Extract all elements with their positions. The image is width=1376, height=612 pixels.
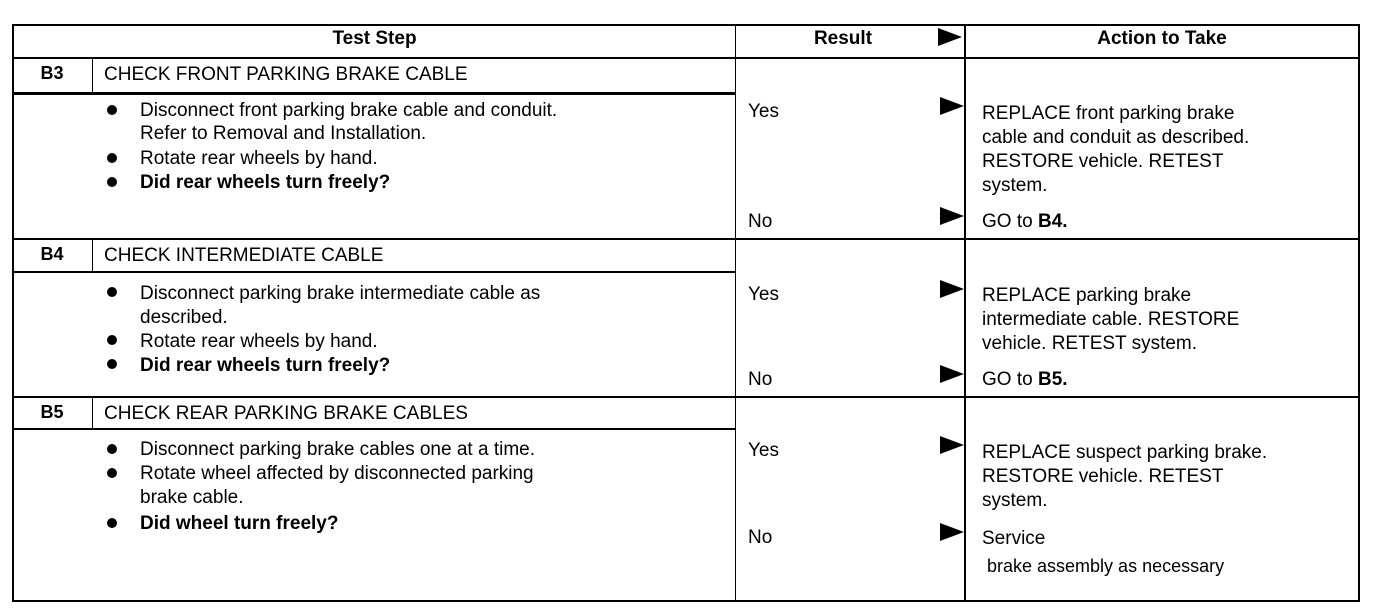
b3-bullet-1-line-2: Refer to Removal and Installation. bbox=[140, 123, 427, 144]
b3-no-arrow-icon bbox=[940, 207, 964, 225]
b5-bullet-2-line-2: brake cable. bbox=[140, 487, 244, 508]
b3-bullet-3 bbox=[107, 177, 117, 187]
b3-bullet-3-line-1: Did rear wheels turn freely? bbox=[140, 172, 391, 193]
b4-yes-action-line-1: REPLACE parking brake bbox=[982, 285, 1192, 306]
header-action: Action to Take bbox=[1097, 28, 1227, 49]
table-border-bottom bbox=[12, 600, 1360, 602]
b3-step-id: B3 bbox=[40, 63, 64, 83]
action-col-divider bbox=[964, 24, 966, 602]
b4-yes-action-line-2: intermediate cable. RESTORE bbox=[982, 309, 1240, 330]
b3-result-yes: Yes bbox=[748, 101, 779, 122]
b5-no-arrow-icon bbox=[940, 523, 964, 541]
b4-no-action-goto: B5. bbox=[1037, 369, 1068, 390]
b5-result-no: No bbox=[748, 527, 773, 548]
b5-bullet-2 bbox=[107, 468, 117, 478]
b4-no-action bbox=[982, 368, 1068, 392]
b3-id-divider bbox=[92, 59, 93, 92]
b3-no-action-prefix: GO to bbox=[982, 211, 1038, 232]
table-border-left bbox=[12, 24, 14, 602]
b3-title-bottom bbox=[12, 92, 735, 95]
b5-no-action-line-1: Service bbox=[982, 528, 1046, 549]
b4-yes-action-line-3: vehicle. RETEST system. bbox=[982, 333, 1198, 354]
b5-bullet-1-line-1: Disconnect parking brake cables one at a time. bbox=[140, 439, 535, 460]
b5-result-yes: Yes bbox=[748, 440, 779, 461]
b3-yes-action-line-1: REPLACE front parking brake bbox=[982, 103, 1235, 124]
b3-bullet-2-line-1: Rotate rear wheels by hand. bbox=[140, 148, 378, 169]
b3-no-action bbox=[982, 210, 1068, 234]
b5-yes-arrow-icon bbox=[940, 436, 964, 454]
b4-id-divider bbox=[92, 240, 93, 271]
header-result: Result bbox=[813, 28, 873, 49]
b5-title-bottom bbox=[12, 428, 735, 430]
b3-yes-arrow-icon bbox=[940, 97, 964, 115]
b3-step-title: CHECK FRONT PARKING BRAKE CABLE bbox=[104, 64, 468, 85]
b5-bullet-3 bbox=[107, 518, 117, 528]
b4-bullet-1-line-2: described. bbox=[140, 307, 228, 328]
b4-title-bottom bbox=[12, 271, 735, 273]
b4-result-no: No bbox=[748, 369, 773, 390]
b5-step-title: CHECK REAR PARKING BRAKE CABLES bbox=[104, 403, 468, 424]
b5-yes-action-line-2: RESTORE vehicle. RETEST bbox=[982, 466, 1224, 487]
b3-row-bottom bbox=[12, 238, 1360, 240]
header-test-step: Test Step bbox=[332, 28, 417, 49]
b3-bullet-1 bbox=[107, 105, 117, 115]
b4-no-action-prefix: GO to bbox=[982, 369, 1038, 390]
b5-bullet-2-line-1: Rotate wheel affected by disconnected parking bbox=[140, 463, 534, 484]
b5-yes-action-line-1: REPLACE suspect parking brake. bbox=[982, 442, 1268, 463]
b3-bullet-1-line-1: Disconnect front parking brake cable and conduit. bbox=[140, 100, 558, 121]
b5-yes-action-line-3: system. bbox=[982, 490, 1048, 511]
b4-step-title: CHECK INTERMEDIATE CABLE bbox=[104, 245, 384, 266]
b4-yes-arrow-icon bbox=[940, 280, 964, 298]
b4-bullet-2-line-1: Rotate rear wheels by hand. bbox=[140, 331, 378, 352]
header-arrow-icon bbox=[938, 28, 962, 46]
b4-result-yes: Yes bbox=[748, 284, 779, 305]
b4-bullet-3 bbox=[107, 359, 117, 369]
b5-id-divider bbox=[92, 398, 93, 428]
b3-bullet-2 bbox=[107, 153, 117, 163]
b3-yes-action-line-3: RESTORE vehicle. RETEST bbox=[982, 151, 1224, 172]
result-col-divider bbox=[735, 24, 736, 602]
b3-yes-action-line-4: system. bbox=[982, 175, 1048, 196]
b4-step-id: B4 bbox=[40, 244, 64, 264]
b4-bullet-3-line-1: Did rear wheels turn freely? bbox=[140, 355, 391, 376]
b4-row-bottom bbox=[12, 396, 1360, 398]
header-divider bbox=[12, 57, 1360, 59]
b3-result-no: No bbox=[748, 211, 773, 232]
b5-step-id: B5 bbox=[40, 402, 64, 422]
b3-yes-action-line-2: cable and conduit as described. bbox=[982, 127, 1250, 148]
table-border-top bbox=[12, 24, 1360, 26]
table-border-right bbox=[1358, 24, 1360, 602]
b4-bullet-2 bbox=[107, 335, 117, 345]
b5-bullet-3-line-1: Did wheel turn freely? bbox=[140, 513, 339, 534]
b4-bullet-1-line-1: Disconnect parking brake intermediate cable as bbox=[140, 283, 541, 304]
b4-no-arrow-icon bbox=[940, 365, 964, 383]
b5-no-action-line-2: brake assembly as necessary bbox=[982, 556, 1225, 576]
b5-bullet-1 bbox=[107, 444, 117, 454]
b4-bullet-1 bbox=[107, 287, 117, 297]
b3-no-action-goto: B4. bbox=[1037, 211, 1068, 232]
